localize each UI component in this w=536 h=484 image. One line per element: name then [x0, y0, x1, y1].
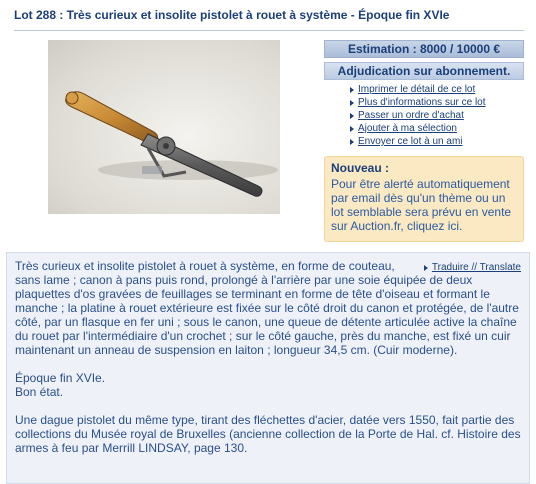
description-epoque: Époque fin XVIe. — [15, 371, 106, 385]
link-item-order — [350, 109, 486, 122]
lot-photo[interactable] — [48, 40, 280, 214]
translate-link[interactable]: Traduire // Translate — [431, 262, 521, 273]
arrow-right-icon — [424, 265, 428, 271]
send-to-friend-link[interactable]: Envoyer ce lot à un ami — [358, 136, 463, 147]
arrow-right-icon — [350, 113, 354, 119]
print-lot-link[interactable]: Imprimer le détail de ce lot — [358, 84, 476, 95]
estimation-bar: Estimation : 8000 / 10000 € — [324, 40, 524, 58]
arrow-right-icon — [350, 126, 354, 132]
link-item-selection — [350, 122, 486, 135]
more-info-link[interactable]: Plus d'informations sur ce lot — [358, 97, 486, 108]
lot-actions-list — [350, 83, 486, 148]
lot-title: Lot 288 : Très curieux et insolite pistolet à rouet à système - Époque fin XVIe — [14, 8, 450, 22]
link-item-print — [350, 83, 486, 96]
nouveau-alert-box[interactable] — [324, 156, 524, 242]
adjudication-bar: Adjudication sur abonnement. — [324, 62, 524, 80]
arrow-right-icon — [350, 87, 354, 93]
link-item-send — [350, 135, 486, 148]
description-paragraph-1: Très curieux et insolite pistolet à rouet à système, en forme de couteau, sans lame ; canon à pans puis rond, prolongé à l'arrière par une soie équipée de deux plaquettes d'os gravées de feuillages se terminant en forme de tête d'oiseau et formant le manche ; la platine à rouet extérieure est fixée sur le côté droit du canon et protégée, de l'autre côté, par un flasque en fer uni ; sous le canon, une queue de détente articulée active la chaîne du rouet par l'intermédiaire d'un crochet ; sur le côté gauche, près du manche, est fixé un cuir maintenant un anneau de suspension en laiton ; longueur 34,5 cm. (Cuir moderne). — [15, 259, 519, 357]
description-etat: Bon état. — [15, 385, 64, 399]
link-item-more-info — [350, 96, 486, 109]
lot-description — [6, 252, 530, 484]
description-paragraph-2: Une dague pistolet du même type, tirant des fléchettes d'acier, datée vers 1550, fait partie des collections du Musée royal de Bruxelles (ancienne collection de la Porte de Hal. cf. Histoire des armes à feu par Merrill LINDSAY, page 130. — [15, 413, 521, 455]
arrow-right-icon — [350, 100, 354, 106]
nouveau-text[interactable]: Pour être alerté automatiquement par email dès qu'un thème ou un lot semblable sera prévu en vente sur Auction.fr, cliquez ici. — [331, 177, 512, 233]
title-divider — [14, 30, 524, 31]
arrow-right-icon — [350, 139, 354, 145]
nouveau-title: Nouveau : — [331, 161, 390, 175]
translate-control — [424, 262, 521, 273]
add-to-selection-link[interactable]: Ajouter à ma sélection — [358, 123, 457, 134]
place-order-link[interactable]: Passer un ordre d'achat — [358, 110, 464, 121]
pistol-image — [48, 40, 280, 214]
